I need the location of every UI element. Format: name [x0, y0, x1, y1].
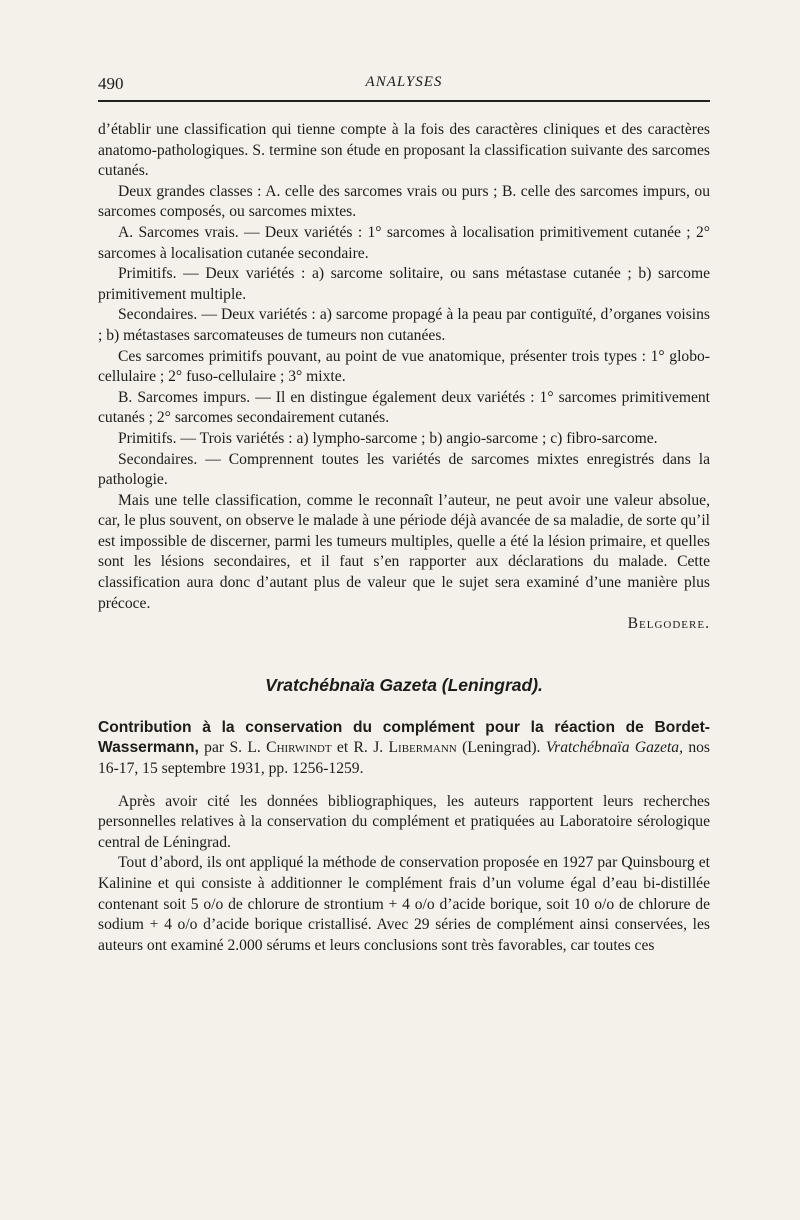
article-by: par S. L.	[198, 739, 267, 757]
page	[98, 72, 710, 956]
paragraph: Deux grandes classes : A. celle des sarcomes vrais ou purs ; B. celle des sarcomes impurs, ou sarcomes composés, ou sarcomes mixtes.	[98, 182, 710, 221]
paragraph: A. Sarcomes vrais. — Deux variétés : 1° sarcomes à localisation primitivement cutanée ; 2° sarcomes à localisation cutanée secondaire.	[98, 223, 710, 262]
reviewer-signature: Belgodere.	[627, 615, 710, 633]
page-header	[98, 72, 710, 102]
paragraph: Secondaires. — Comprennent toutes les variétés de sarcomes mixtes enregistrés dans la pathologie.	[98, 450, 710, 489]
article-place: (Leningrad).	[456, 739, 546, 757]
paragraph: Secondaires. — Deux variétés : a) sarcome propagé à la peau par contiguïté, d’organes voisins ; b) métastases sarcomateuses de tumeurs non cutanées.	[98, 306, 710, 344]
paragraph: Mais une telle classification, comme le reconnaît l’auteur, ne peut avoir une valeur absolue, car, le plus souvent, on observe le malade à une période déjà avancée de sa maladie, de sorte qu’il est impossible de discerner, parmi les tumeurs multiples, quelle a été la lésion primaire, et quelles sont les lésions secondaires, et il faut s’en rapporter aux déclarations du malade. Cette classification aura donc d’autant plus de valeur que le sujet sera examiné d’une manière plus précoce.	[98, 491, 710, 612]
paragraph: Primitifs. — Deux variétés : a) sarcome solitaire, ou sans métastase cutanée ; b) sarcome primitivement multiple.	[98, 265, 710, 303]
article-reference: nos 16-17, 15 septembre 1931, pp. 1256-1259.	[98, 739, 711, 778]
author-name: Chirwindt	[266, 739, 332, 757]
paragraph: Après avoir cité les données bibliographiques, les auteurs rapportent leurs recherches personnelles relatives à la conservation du complément et pratiquées au Laboratoire sérologique central de Léningrad.	[98, 792, 710, 851]
paragraph: Ces sarcomes primitifs pouvant, au point de vue anatomique, présenter trois types : 1° globo-cellulaire ; 2° fuso-cellulaire ; 3° mixte.	[98, 347, 710, 386]
article-citation	[98, 718, 710, 780]
analysis-body	[98, 120, 710, 635]
paragraph: Primitifs. — Trois variétés : a) lympho-sarcome ; b) angio-sarcome ; c) fibro-sarcome.	[118, 429, 658, 447]
paragraph: Tout d’abord, ils ont appliqué la méthode de conservation proposée en 1927 par Quinsbourg et Kalinine et qui consiste à additionner le complément frais d’un volume égal d’eau bi-distillée contenant soit 5 o/o de chlorure de strontium + 4 o/o d’acide borique, soit 10 o/o de chlorure de sodium + 4 o/o d’acide borique cristallisé. Avec 29 séries de complément ainsi conservées, les auteurs ont examiné 2.000 sérums et leurs conclusions sont très favorables, car toutes ces	[98, 854, 710, 954]
running-head: ANALYSES	[365, 74, 443, 90]
article-and: et R. J.	[331, 739, 389, 757]
author-name: Libermann	[388, 739, 457, 757]
analysis-body-2	[98, 792, 710, 957]
paragraph: B. Sarcomes impurs. — Il en distingue également deux variétés : 1° sarcomes primitivement cutanés ; 2° sarcomes secondairement cutanés.	[98, 388, 710, 427]
paragraph: d’établir une classification qui tienne compte à la fois des caractères cliniques et des caractères anatomo-pathologiques. S. termine son étude en proposant la classification suivante des sarcomes cutanés.	[98, 121, 710, 180]
journal-name: Vratchébnaïa Gazeta,	[545, 739, 683, 757]
page-number: 490	[98, 74, 124, 93]
journal-section-heading: Vratchébnaïa Gazeta (Leningrad).	[265, 674, 543, 695]
article-title: Contribution à la conservation du complément pour la réaction de Bordet-Wassermann,	[98, 718, 710, 757]
